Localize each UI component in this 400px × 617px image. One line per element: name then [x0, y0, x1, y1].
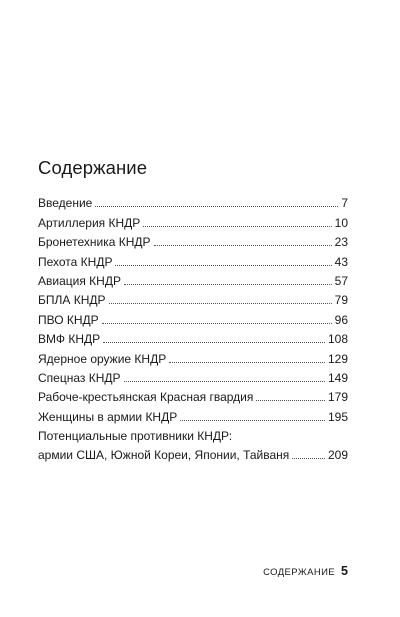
toc-entry-title: ВМФ КНДР — [38, 332, 101, 347]
dot-leader — [169, 362, 325, 363]
toc-entry-page: 129 — [327, 351, 348, 366]
toc-entry-page: 149 — [327, 370, 348, 385]
toc-entry-title-line2: армии США, Южной Кореи, Японии, Тайваня — [38, 448, 290, 463]
footer-page-number: 5 — [341, 564, 348, 578]
toc-entry-title: Авиация КНДР — [38, 273, 121, 288]
dot-leader — [124, 284, 332, 285]
toc-entry-page: 10 — [334, 215, 348, 230]
toc-entry-line1 — [38, 424, 348, 443]
dot-leader — [180, 420, 325, 421]
dot-leader — [103, 342, 325, 343]
dot-leader — [95, 206, 338, 207]
toc-entry-line2 — [38, 443, 348, 462]
toc-entry — [38, 210, 348, 229]
toc-entry-title: БПЛА КНДР — [38, 293, 106, 308]
toc-entry-page: 96 — [334, 312, 348, 327]
toc-list — [38, 191, 348, 462]
dot-leader — [115, 265, 331, 266]
dot-leader — [154, 245, 332, 246]
toc-entry-page: 79 — [334, 293, 348, 308]
toc-entry — [38, 404, 348, 423]
dot-leader — [143, 226, 331, 227]
dot-leader — [256, 400, 325, 401]
page-footer — [200, 562, 348, 580]
toc-entry-page: 23 — [334, 235, 348, 250]
toc-entry-page: 43 — [334, 254, 348, 269]
toc-entry — [38, 366, 348, 385]
toc-entry-page: 108 — [327, 332, 348, 347]
toc-entry-page: 209 — [327, 448, 348, 463]
toc-entry-title: Женщины в армии КНДР — [38, 409, 178, 424]
dot-leader — [292, 458, 325, 459]
toc-entry-page: 57 — [334, 273, 348, 288]
toc-entry — [38, 191, 348, 210]
toc-entry-title: ПВО КНДР — [38, 312, 99, 327]
toc-heading: Содержание — [38, 157, 148, 178]
dot-leader — [124, 381, 325, 382]
toc-entry — [38, 327, 348, 346]
toc-entry-title: Артиллерия КНДР — [38, 215, 141, 230]
toc-entry — [38, 307, 348, 326]
toc-entry-multiline — [38, 424, 348, 463]
toc-entry-page: 7 — [341, 196, 348, 211]
dot-leader — [109, 303, 332, 304]
toc-entry-title: Бронетехника КНДР — [38, 235, 151, 250]
toc-entry-page: 195 — [327, 409, 348, 424]
toc-entry — [38, 385, 348, 404]
toc-entry — [38, 269, 348, 288]
toc-entry — [38, 230, 348, 249]
footer-section-label: СОДЕРЖАНИЕ — [263, 567, 336, 578]
toc-entry — [38, 346, 348, 365]
toc-entry-title-line1: Потенциальные противники КНДР: — [38, 429, 233, 444]
toc-entry-title: Спецназ КНДР — [38, 370, 121, 385]
toc-entry-title: Пехота КНДР — [38, 254, 113, 269]
dot-leader — [102, 323, 332, 324]
toc-entry-title: Рабоче-крестьянская Красная гвардия — [38, 390, 254, 405]
toc-entry — [38, 249, 348, 268]
toc-entry-page: 179 — [327, 390, 348, 405]
toc-entry-title: Введение — [38, 196, 93, 211]
toc-entry — [38, 288, 348, 307]
toc-entry-title: Ядерное оружие КНДР — [38, 351, 167, 366]
